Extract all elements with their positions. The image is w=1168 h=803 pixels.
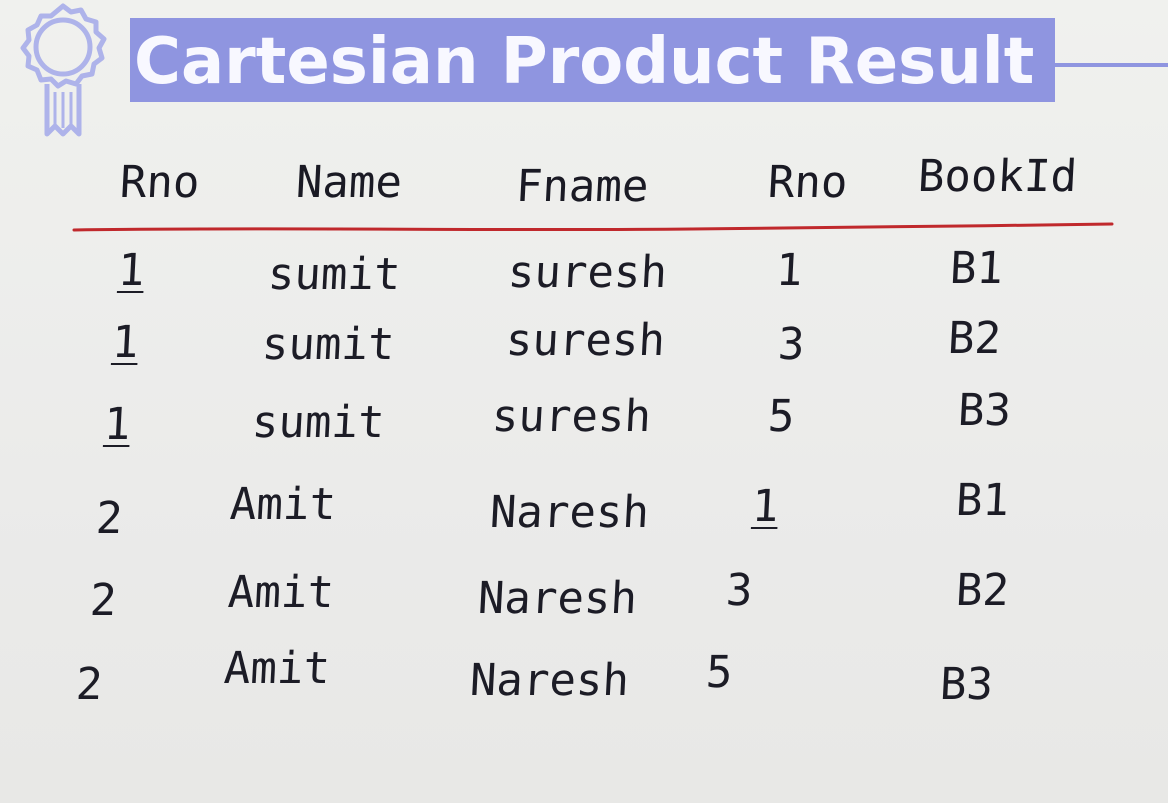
cell-rno: 1: [116, 245, 146, 296]
cell-book-id: B1: [948, 243, 1005, 294]
cell-rno: 1: [110, 317, 140, 368]
cell-name: Amit: [228, 479, 338, 530]
header-divider-line: [72, 218, 1117, 240]
slide-title: Cartesian Product Result: [134, 25, 1035, 99]
cell-name: sumit: [266, 249, 402, 300]
cell-book-id: B1: [954, 475, 1011, 526]
cell-fname: Naresh: [468, 655, 631, 706]
header-book-id: BookId: [916, 151, 1079, 202]
cell-name: Amit: [222, 643, 332, 694]
cell-fname: suresh: [506, 247, 669, 298]
cell-fname: suresh: [490, 391, 653, 442]
cell-book-id: B3: [938, 659, 995, 710]
cell-fname: Naresh: [488, 487, 651, 538]
cell-rno-2: 1: [750, 481, 780, 532]
cell-name: sumit: [260, 319, 396, 370]
cell-book-id: B2: [954, 565, 1011, 616]
header-rno: Rno: [118, 157, 201, 208]
award-ribbon-icon: [14, 2, 112, 138]
cell-name: sumit: [250, 397, 386, 448]
cell-fname: suresh: [504, 315, 667, 366]
cell-fname: Naresh: [476, 573, 639, 624]
cell-rno: 1: [102, 399, 132, 450]
cell-rno-2: 3: [724, 565, 754, 616]
cell-rno-2: 1: [774, 245, 804, 296]
header-rno-2: Rno: [766, 157, 849, 208]
cell-rno: 2: [74, 659, 104, 710]
cell-rno: 2: [94, 493, 124, 544]
title-rule: [1055, 63, 1168, 67]
cell-book-id: B3: [956, 385, 1013, 436]
cell-rno-2: 5: [766, 391, 796, 442]
header-fname: Fname: [514, 161, 650, 212]
cell-name: Amit: [226, 567, 336, 618]
cell-rno-2: 3: [776, 319, 806, 370]
header-name: Name: [294, 157, 404, 208]
cell-book-id: B2: [946, 313, 1003, 364]
cell-rno-2: 5: [704, 647, 734, 698]
cell-rno: 2: [88, 575, 118, 626]
